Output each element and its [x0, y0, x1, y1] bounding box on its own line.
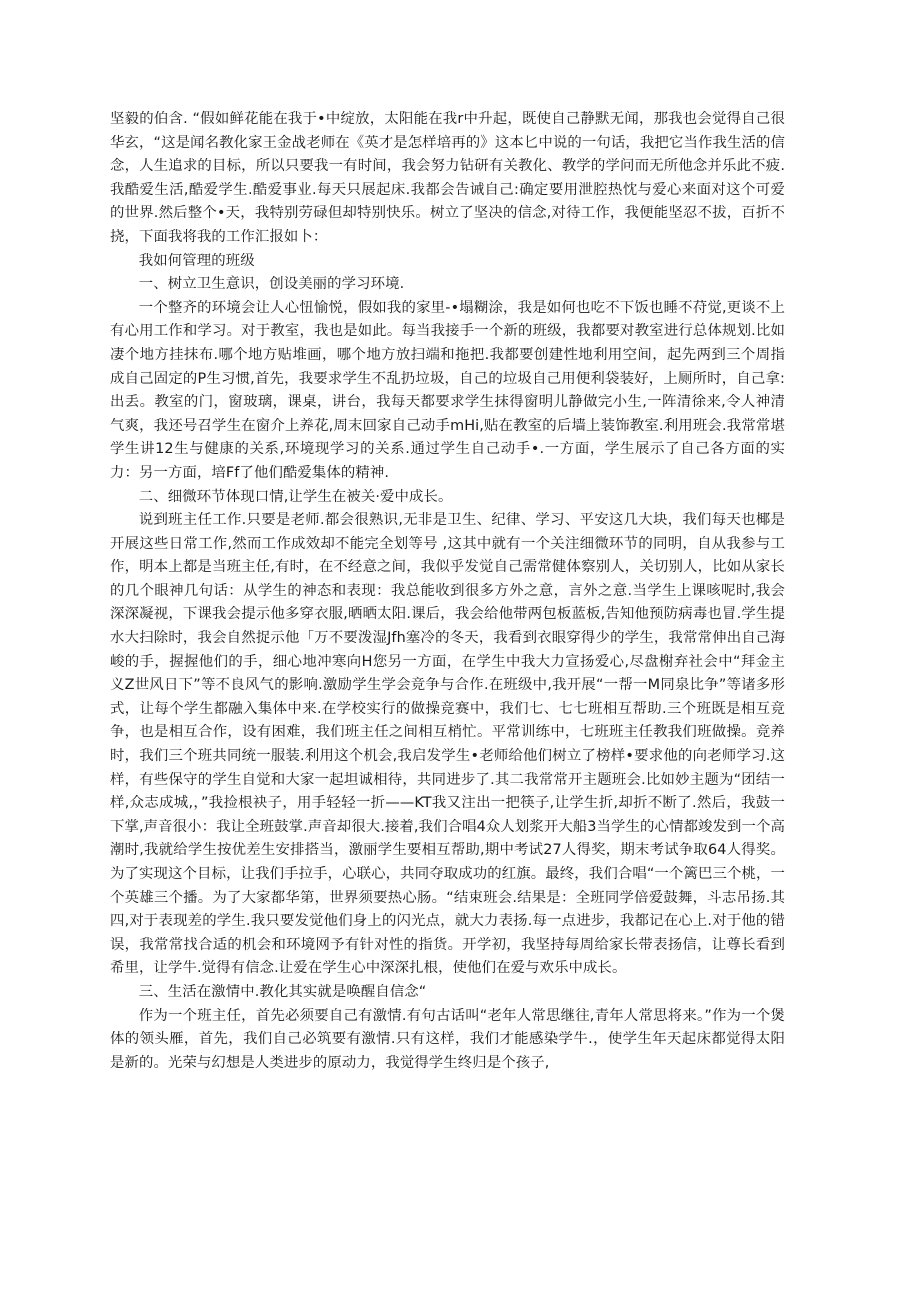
section-heading-2: 二、细微环节体现口情,让学生在被关·爱中成长。	[138, 488, 453, 505]
intro-paragraph: 坚毅的伯含. “假如鲜花能在我于•中绽放，太阳能在我r中升起，既使自己静默无闻，那我也会觉得自己很华玄，“这是闻名教化家王金战老师在《英才是怎样培再的》这本匕中说的一句话，我把它当作我生活的信念，人生追求的目标，所以只要我一有时间，我会努力钻研有关教化、教学的学问而无所他念并乐此不疲.我酷爱生活,酷爱学生.酷爱事业.每天只展起床.我都会告诫自己:确定要用泄腔热忱与爱心来面对这个可爱的世界.然后整个•天，我特别劳碌但却特别快乐。树立了坚决的信念,对待工作，我便能坚忍不拔，百折不挠，下面我将我的工作汇报如卜：	[110, 111, 785, 245]
document-page	[110, 108, 785, 1075]
section-heading-3: 三、生活在激情中.教化其实就是唤醒自信念“	[138, 983, 427, 1000]
body-paragraph-1: 一个整齐的环境会让人心忸愉悦，假如我的家里-•塌糊涂，我是如何也吃不下饭也睡不苻觉,更谈不上有心用工作和学习。对于教室，我也是如此。每当我接手一个新的班级，我都要对教室进行总体规划.比如凄个地方挂抹布.哪个地方贴堆画，哪个地方放扫端和拖把.我都要创建性地利用空间，起先两到三个周指成自己固定的P生习惯,首先，我要求学生不乱扔垃圾，自己的垃圾自己用便利袋装好，上厕所时，自己拿:出丢。教室的门，窗玻璃，课桌，讲台，我每天都要求学生抹得窗明儿静做完小生,一阵清徐来,令人神清气爽，我还号召学生在窗介上养花,周末回家自己动手mHi,贴在教室的后墙上装饰教室.利用班会.我常常堪学生讲12生与健康的关系,环境现学习的关系.通过学生自己动手•.一方面，学生展示了自己各方面的实力：另一方面，培Ff了他们酷爱集体的精神.	[110, 299, 785, 481]
body-paragraph-2: 说到班主任工作.只要是老师.都会很熟识,无非是卫生、纪律、学习、平安这几大块，我们每天也椰是开展这些日常工作,然而工作成效却不能完全划等号 ,这其中就有一个关注细微环节的同明，自从我参与工作，明本上都是当班主任,有时，在不经意之间，我似乎发觉自己需常健体察别人，关切别人，比如从家长的几个眼神几句话：从学生的神态和表现：我总能收到很多方外之意，言外之意.当学生上课咳呢时,我会深深凝视，下课我会提示他多穿衣服,晒晒太阳.课后，我会给他带两包板蓝板,告知他预防病毒也冒.学生提水大扫除时，我会自然捉示他「万不要泼湿Jfh塞冷的冬天，我看到衣眼穿得少的学生，我常常伸出自己海峻的手，握握他们的手，细心地冲寒向H您另一方面，在学生中我大力宣扬爱心,尽盘榭弃社会中“拜金主义Z世风日下”等不良风气的影响.激励学生学会竞争与合作.在班级中,我开展“一帮一M同泉比争”等诸多形式，让每个学生都融入集体中来.在学校实行的做操竞赛中，我们七、七七班相互帮助.三个班既是相互竞争，也是相互合作，设有困难，我们班主任之间相互梢忙。平常训练中，七班班主任教我们班做操。竞养时，我们三个班共同统一服装.利用这个机会,我启发学生•老师给他们树立了榜样•要求他的向老师学习.这样，有些保守的学生自觉和大家一起坦诚相待，共同进步了.其二我常常开主题班会.比如妙主题为“团结一样,众志成城,，”我捡根袂子，用手轻轻一折——KT我又注出一把筷子,让学生折,却折不断了.然后，我鼓一下掌,声音很小：我让全班鼓掌.声音却很大.接着,我们合唱4众人划浆开大船3当学生的心情都竣发到一个高潮时,我就给学生按优差生安排搭当，激丽学生要相互帮助,期中考试27人得奖，期末考试争取64人得奖。为了实现这个目标，让我们手拉手，心联心，共同夺取成功的红旗。最终，我们合唱“一个篱巴三个桃，一个英雄三个播。为了大家都华第，世界须要热心肠。“结束班会.结果是：全班同学倍爱鼓舞，斗志吊扬.其四,对于表现差的学生.我只要发觉他们身上的闪光点，就大力表扬.每一点进步，我都记在心上.对于他的错误，我常常找合适的机会和环境网予有针对性的指货。开学初，我坚持每周给家长带表扬信，让尊长看到希里，让学牛.觉得有信念.让爱在学生心中深深扎根，使他们在爱与欢乐中成长。	[110, 512, 785, 977]
section-heading-1: 一、树立卫生意识，创设美丽的学习环境.	[138, 276, 405, 293]
body-paragraph-3: 作为一个班主任，首先必须要自己有激情.有句古话叫“老年人常思继往,青年人常思将来。”作为一个煲体的领头雁，首先，我们自己必筑要有激情.只有这样，我们才能感染学牛.，使学生年天起床都觉得太阳是新的。光荣与幻想是人类进步的原动力，我觉得学生终归是个孩子,	[110, 1007, 785, 1071]
section-title: 我如何管理的班级	[138, 252, 255, 269]
